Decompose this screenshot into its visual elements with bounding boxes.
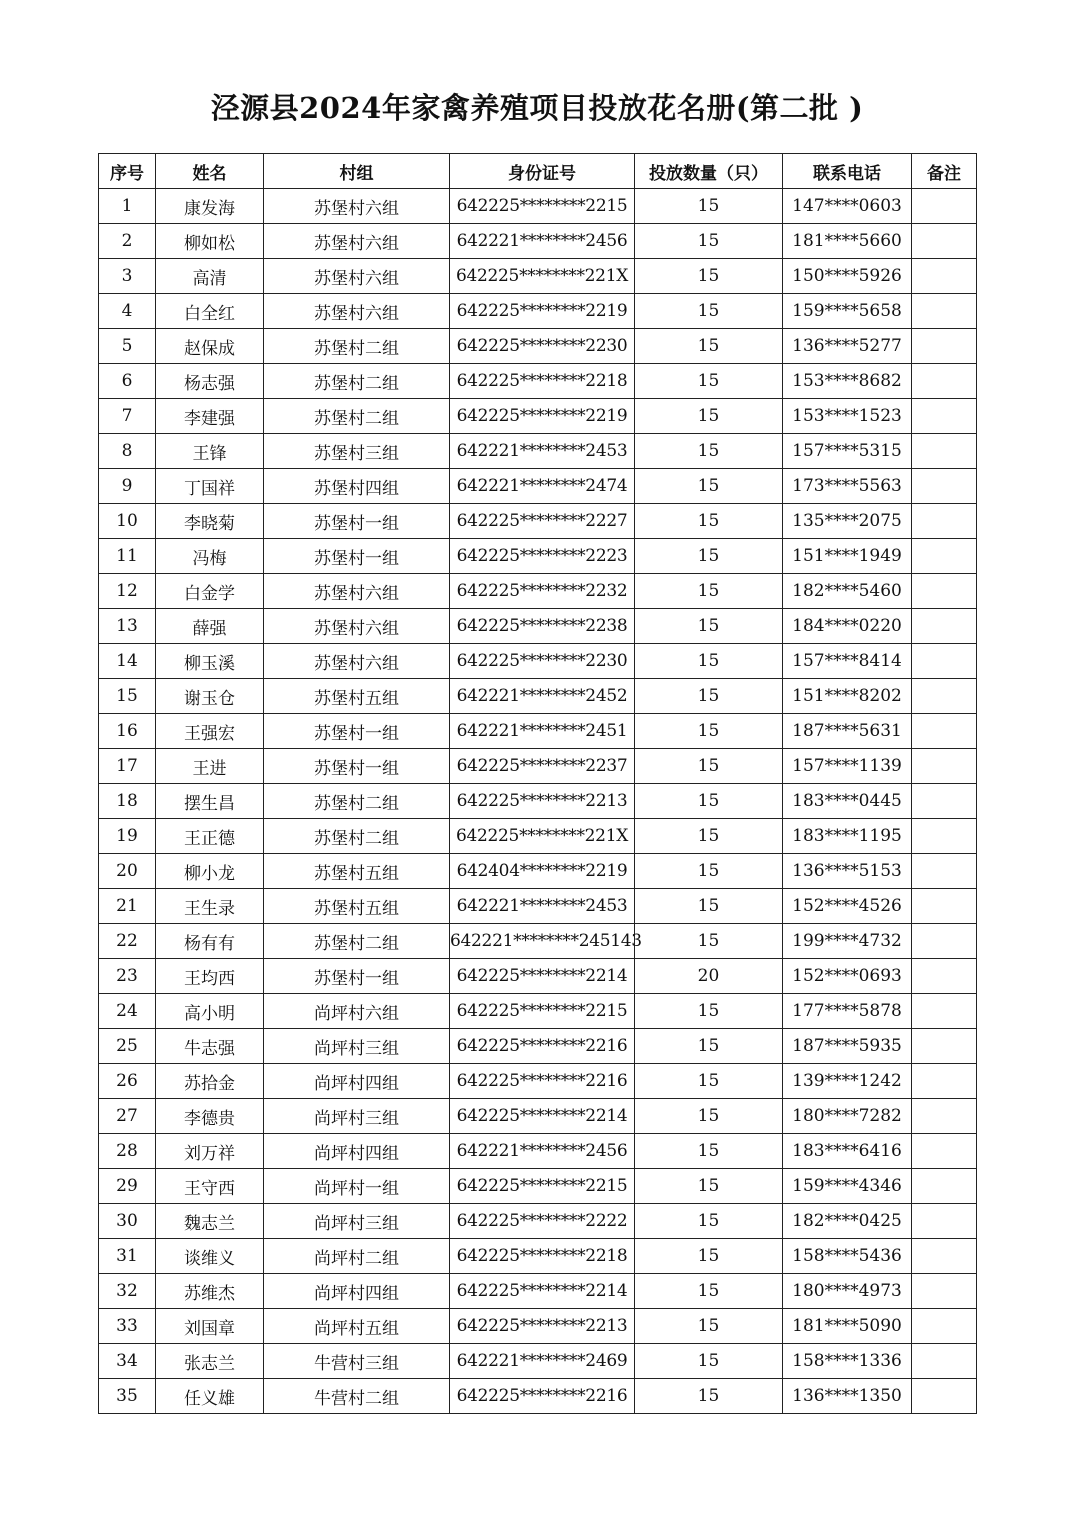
cell-serial: 9 — [99, 469, 156, 504]
table-row — [99, 784, 977, 819]
cell-id-number: 642225********2218 — [450, 1239, 635, 1274]
table-row — [99, 364, 977, 399]
cell-name: 王进 — [156, 749, 264, 784]
table-header-row — [99, 154, 977, 189]
cell-phone: 182****5460 — [783, 574, 912, 609]
cell-serial: 17 — [99, 749, 156, 784]
cell-phone: 158****5436 — [783, 1239, 912, 1274]
cell-phone: 135****2075 — [783, 504, 912, 539]
cell-serial: 35 — [99, 1379, 156, 1414]
table-row — [99, 399, 977, 434]
cell-quantity: 15 — [635, 1099, 783, 1134]
table-row — [99, 644, 977, 679]
cell-name: 王锋 — [156, 434, 264, 469]
cell-remarks — [912, 644, 977, 679]
cell-quantity: 15 — [635, 189, 783, 224]
table-row — [99, 189, 977, 224]
table-row — [99, 294, 977, 329]
cell-phone: 153****1523 — [783, 399, 912, 434]
cell-village-group: 苏堡村二组 — [264, 329, 450, 364]
table-row — [99, 1134, 977, 1169]
cell-id-number: 642225********2232 — [450, 574, 635, 609]
cell-serial: 24 — [99, 994, 156, 1029]
header-village-group: 村组 — [264, 154, 450, 189]
cell-id-number: 642225********2213 — [450, 784, 635, 819]
cell-id-number: 642221********2452 — [450, 679, 635, 714]
cell-village-group: 苏堡村三组 — [264, 434, 450, 469]
cell-serial: 33 — [99, 1309, 156, 1344]
cell-serial: 15 — [99, 679, 156, 714]
cell-remarks — [912, 1344, 977, 1379]
cell-id-number: 642225********221X — [450, 259, 635, 294]
cell-serial: 19 — [99, 819, 156, 854]
cell-quantity: 15 — [635, 1344, 783, 1379]
cell-serial: 30 — [99, 1204, 156, 1239]
cell-phone: 159****5658 — [783, 294, 912, 329]
cell-serial: 2 — [99, 224, 156, 259]
cell-phone: 183****1195 — [783, 819, 912, 854]
cell-id-number: 642225********2237 — [450, 749, 635, 784]
cell-remarks — [912, 924, 977, 959]
cell-village-group: 牛营村三组 — [264, 1344, 450, 1379]
cell-village-group: 苏堡村五组 — [264, 679, 450, 714]
cell-phone: 147****0603 — [783, 189, 912, 224]
header-id-number: 身份证号 — [450, 154, 635, 189]
cell-serial: 21 — [99, 889, 156, 924]
table-row — [99, 1029, 977, 1064]
cell-quantity: 15 — [635, 819, 783, 854]
cell-name: 谢玉仓 — [156, 679, 264, 714]
cell-phone: 187****5935 — [783, 1029, 912, 1064]
cell-name: 牛志强 — [156, 1029, 264, 1064]
cell-name: 王守西 — [156, 1169, 264, 1204]
cell-id-number: 642225********2216 — [450, 1064, 635, 1099]
cell-village-group: 尚坪村三组 — [264, 1099, 450, 1134]
cell-quantity: 20 — [635, 959, 783, 994]
cell-remarks — [912, 1029, 977, 1064]
cell-serial: 3 — [99, 259, 156, 294]
cell-name: 王正德 — [156, 819, 264, 854]
cell-village-group: 尚坪村四组 — [264, 1064, 450, 1099]
cell-village-group: 苏堡村六组 — [264, 609, 450, 644]
cell-village-group: 苏堡村六组 — [264, 259, 450, 294]
cell-remarks — [912, 784, 977, 819]
table-row — [99, 329, 977, 364]
cell-phone: 151****1949 — [783, 539, 912, 574]
cell-village-group: 苏堡村一组 — [264, 959, 450, 994]
header-quantity: 投放数量（只） — [635, 154, 783, 189]
cell-village-group: 苏堡村六组 — [264, 574, 450, 609]
cell-phone: 199****4732 — [783, 924, 912, 959]
header-phone: 联系电话 — [783, 154, 912, 189]
cell-remarks — [912, 434, 977, 469]
cell-village-group: 苏堡村一组 — [264, 539, 450, 574]
cell-quantity: 15 — [635, 1169, 783, 1204]
cell-village-group: 苏堡村一组 — [264, 749, 450, 784]
table-row — [99, 1064, 977, 1099]
header-serial: 序号 — [99, 154, 156, 189]
cell-phone: 173****5563 — [783, 469, 912, 504]
cell-phone: 181****5660 — [783, 224, 912, 259]
cell-name: 刘万祥 — [156, 1134, 264, 1169]
cell-id-number: 642225********2223 — [450, 539, 635, 574]
cell-serial: 16 — [99, 714, 156, 749]
cell-remarks — [912, 1099, 977, 1134]
cell-serial: 11 — [99, 539, 156, 574]
table-row — [99, 1204, 977, 1239]
table-row — [99, 714, 977, 749]
cell-id-number: 642221********245143 — [450, 924, 635, 959]
cell-quantity: 15 — [635, 994, 783, 1029]
cell-id-number: 642225********221X — [450, 819, 635, 854]
cell-remarks — [912, 259, 977, 294]
cell-village-group: 苏堡村五组 — [264, 854, 450, 889]
cell-remarks — [912, 854, 977, 889]
cell-remarks — [912, 189, 977, 224]
cell-quantity: 15 — [635, 1134, 783, 1169]
table-row — [99, 504, 977, 539]
cell-village-group: 苏堡村一组 — [264, 714, 450, 749]
cell-name: 魏志兰 — [156, 1204, 264, 1239]
cell-serial: 10 — [99, 504, 156, 539]
cell-serial: 22 — [99, 924, 156, 959]
table-row — [99, 609, 977, 644]
cell-remarks — [912, 819, 977, 854]
table-row — [99, 1169, 977, 1204]
cell-name: 刘国章 — [156, 1309, 264, 1344]
cell-serial: 1 — [99, 189, 156, 224]
cell-id-number: 642225********2218 — [450, 364, 635, 399]
table-row — [99, 574, 977, 609]
cell-name: 苏维杰 — [156, 1274, 264, 1309]
cell-remarks — [912, 749, 977, 784]
table-row — [99, 959, 977, 994]
table-row — [99, 1309, 977, 1344]
cell-quantity: 15 — [635, 539, 783, 574]
cell-quantity: 15 — [635, 469, 783, 504]
cell-id-number: 642225********2219 — [450, 399, 635, 434]
cell-serial: 28 — [99, 1134, 156, 1169]
cell-serial: 29 — [99, 1169, 156, 1204]
cell-name: 杨志强 — [156, 364, 264, 399]
cell-village-group: 苏堡村六组 — [264, 224, 450, 259]
cell-remarks — [912, 1379, 977, 1414]
table-row — [99, 1344, 977, 1379]
cell-name: 高小明 — [156, 994, 264, 1029]
cell-phone: 150****5926 — [783, 259, 912, 294]
table-row — [99, 1099, 977, 1134]
cell-phone: 183****6416 — [783, 1134, 912, 1169]
cell-village-group: 牛营村二组 — [264, 1379, 450, 1414]
cell-id-number: 642225********2227 — [450, 504, 635, 539]
cell-id-number: 642225********2230 — [450, 644, 635, 679]
cell-phone: 157****5315 — [783, 434, 912, 469]
cell-name: 王均西 — [156, 959, 264, 994]
cell-remarks — [912, 294, 977, 329]
roster-table — [98, 153, 977, 1414]
table-row — [99, 854, 977, 889]
cell-id-number: 642225********2216 — [450, 1379, 635, 1414]
cell-remarks — [912, 1309, 977, 1344]
cell-name: 柳小龙 — [156, 854, 264, 889]
cell-id-number: 642221********2474 — [450, 469, 635, 504]
cell-village-group: 苏堡村二组 — [264, 819, 450, 854]
cell-name: 杨有有 — [156, 924, 264, 959]
cell-phone: 152****4526 — [783, 889, 912, 924]
cell-remarks — [912, 1169, 977, 1204]
cell-id-number: 642221********2456 — [450, 224, 635, 259]
cell-quantity: 15 — [635, 1204, 783, 1239]
cell-quantity: 15 — [635, 399, 783, 434]
table-row — [99, 819, 977, 854]
cell-name: 谈维义 — [156, 1239, 264, 1274]
cell-remarks — [912, 224, 977, 259]
cell-phone: 180****7282 — [783, 1099, 912, 1134]
table-row — [99, 924, 977, 959]
cell-id-number: 642221********2453 — [450, 434, 635, 469]
cell-village-group: 尚坪村五组 — [264, 1309, 450, 1344]
cell-quantity: 15 — [635, 294, 783, 329]
cell-phone: 184****0220 — [783, 609, 912, 644]
cell-serial: 20 — [99, 854, 156, 889]
cell-quantity: 15 — [635, 609, 783, 644]
cell-serial: 27 — [99, 1099, 156, 1134]
cell-name: 苏拾金 — [156, 1064, 264, 1099]
cell-quantity: 15 — [635, 1309, 783, 1344]
cell-id-number: 642225********2238 — [450, 609, 635, 644]
cell-name: 任义雄 — [156, 1379, 264, 1414]
cell-phone: 151****8202 — [783, 679, 912, 714]
cell-id-number: 642225********2216 — [450, 1029, 635, 1064]
cell-village-group: 苏堡村六组 — [264, 294, 450, 329]
cell-quantity: 15 — [635, 574, 783, 609]
cell-village-group: 尚坪村二组 — [264, 1239, 450, 1274]
cell-phone: 177****5878 — [783, 994, 912, 1029]
cell-village-group: 尚坪村一组 — [264, 1169, 450, 1204]
cell-remarks — [912, 609, 977, 644]
cell-name: 柳如松 — [156, 224, 264, 259]
table-row — [99, 749, 977, 784]
document-title: 泾源县2024年家禽养殖项目投放花名册(第二批 ) — [210, 91, 864, 125]
cell-id-number: 642225********2215 — [450, 189, 635, 224]
cell-serial: 25 — [99, 1029, 156, 1064]
cell-phone: 187****5631 — [783, 714, 912, 749]
cell-village-group: 苏堡村六组 — [264, 644, 450, 679]
cell-phone: 181****5090 — [783, 1309, 912, 1344]
cell-serial: 18 — [99, 784, 156, 819]
cell-village-group: 苏堡村二组 — [264, 784, 450, 819]
cell-name: 白金学 — [156, 574, 264, 609]
cell-phone: 183****0445 — [783, 784, 912, 819]
table-row — [99, 1239, 977, 1274]
cell-remarks — [912, 1064, 977, 1099]
cell-phone: 136****5153 — [783, 854, 912, 889]
cell-id-number: 642225********2215 — [450, 1169, 635, 1204]
cell-remarks — [912, 679, 977, 714]
cell-serial: 34 — [99, 1344, 156, 1379]
cell-remarks — [912, 329, 977, 364]
cell-name: 柳玉溪 — [156, 644, 264, 679]
cell-name: 薛强 — [156, 609, 264, 644]
cell-id-number: 642225********2213 — [450, 1309, 635, 1344]
cell-id-number: 642221********2451 — [450, 714, 635, 749]
cell-village-group: 苏堡村四组 — [264, 469, 450, 504]
cell-village-group: 苏堡村二组 — [264, 364, 450, 399]
cell-quantity: 15 — [635, 224, 783, 259]
cell-name: 白全红 — [156, 294, 264, 329]
cell-quantity: 15 — [635, 259, 783, 294]
table-row — [99, 1379, 977, 1414]
cell-serial: 13 — [99, 609, 156, 644]
cell-village-group: 尚坪村四组 — [264, 1274, 450, 1309]
cell-serial: 5 — [99, 329, 156, 364]
header-name: 姓名 — [156, 154, 264, 189]
cell-quantity: 15 — [635, 504, 783, 539]
cell-quantity: 15 — [635, 1064, 783, 1099]
cell-phone: 157****8414 — [783, 644, 912, 679]
cell-remarks — [912, 959, 977, 994]
cell-phone: 157****1139 — [783, 749, 912, 784]
table-row — [99, 224, 977, 259]
cell-name: 康发海 — [156, 189, 264, 224]
cell-village-group: 苏堡村二组 — [264, 924, 450, 959]
cell-id-number: 642225********2214 — [450, 1274, 635, 1309]
cell-village-group: 尚坪村六组 — [264, 994, 450, 1029]
cell-remarks — [912, 1239, 977, 1274]
cell-phone: 136****1350 — [783, 1379, 912, 1414]
cell-phone: 180****4973 — [783, 1274, 912, 1309]
cell-name: 摆生昌 — [156, 784, 264, 819]
cell-name: 李建强 — [156, 399, 264, 434]
cell-phone: 139****1242 — [783, 1064, 912, 1099]
table-row — [99, 679, 977, 714]
cell-remarks — [912, 504, 977, 539]
cell-remarks — [912, 574, 977, 609]
cell-quantity: 15 — [635, 1029, 783, 1064]
cell-serial: 14 — [99, 644, 156, 679]
cell-serial: 8 — [99, 434, 156, 469]
cell-village-group: 苏堡村一组 — [264, 504, 450, 539]
cell-quantity: 15 — [635, 784, 783, 819]
cell-name: 王生录 — [156, 889, 264, 924]
cell-remarks — [912, 1274, 977, 1309]
cell-quantity: 15 — [635, 749, 783, 784]
cell-village-group: 尚坪村四组 — [264, 1134, 450, 1169]
table-body — [99, 189, 977, 1414]
cell-id-number: 642225********2215 — [450, 994, 635, 1029]
cell-remarks — [912, 399, 977, 434]
cell-remarks — [912, 539, 977, 574]
cell-remarks — [912, 469, 977, 504]
cell-phone: 153****8682 — [783, 364, 912, 399]
cell-quantity: 15 — [635, 364, 783, 399]
cell-remarks — [912, 714, 977, 749]
cell-remarks — [912, 1134, 977, 1169]
cell-quantity: 15 — [635, 924, 783, 959]
cell-id-number: 642225********2230 — [450, 329, 635, 364]
cell-name: 李德贵 — [156, 1099, 264, 1134]
cell-phone: 136****5277 — [783, 329, 912, 364]
cell-quantity: 15 — [635, 889, 783, 924]
table-row — [99, 469, 977, 504]
cell-serial: 23 — [99, 959, 156, 994]
cell-serial: 32 — [99, 1274, 156, 1309]
cell-id-number: 642225********2219 — [450, 294, 635, 329]
cell-village-group: 苏堡村六组 — [264, 189, 450, 224]
cell-remarks — [912, 994, 977, 1029]
cell-remarks — [912, 1204, 977, 1239]
cell-quantity: 15 — [635, 1379, 783, 1414]
cell-serial: 7 — [99, 399, 156, 434]
table-row — [99, 889, 977, 924]
table-row — [99, 259, 977, 294]
cell-quantity: 15 — [635, 1239, 783, 1274]
cell-name: 丁国祥 — [156, 469, 264, 504]
cell-phone: 152****0693 — [783, 959, 912, 994]
cell-village-group: 苏堡村二组 — [264, 399, 450, 434]
cell-quantity: 15 — [635, 644, 783, 679]
header-remarks: 备注 — [912, 154, 977, 189]
table-row — [99, 539, 977, 574]
cell-remarks — [912, 364, 977, 399]
cell-phone: 182****0425 — [783, 1204, 912, 1239]
cell-serial: 4 — [99, 294, 156, 329]
cell-village-group: 尚坪村三组 — [264, 1029, 450, 1064]
cell-id-number: 642221********2453 — [450, 889, 635, 924]
cell-name: 张志兰 — [156, 1344, 264, 1379]
cell-name: 王强宏 — [156, 714, 264, 749]
table-row — [99, 1274, 977, 1309]
cell-serial: 26 — [99, 1064, 156, 1099]
cell-phone: 158****1336 — [783, 1344, 912, 1379]
cell-id-number: 642221********2456 — [450, 1134, 635, 1169]
cell-name: 冯梅 — [156, 539, 264, 574]
cell-serial: 6 — [99, 364, 156, 399]
cell-quantity: 15 — [635, 854, 783, 889]
cell-quantity: 15 — [635, 714, 783, 749]
cell-quantity: 15 — [635, 329, 783, 364]
cell-name: 高清 — [156, 259, 264, 294]
cell-quantity: 15 — [635, 1274, 783, 1309]
table-row — [99, 434, 977, 469]
cell-id-number: 642221********2469 — [450, 1344, 635, 1379]
cell-id-number: 642225********2222 — [450, 1204, 635, 1239]
cell-name: 赵保成 — [156, 329, 264, 364]
cell-serial: 31 — [99, 1239, 156, 1274]
cell-id-number: 642404********2219 — [450, 854, 635, 889]
cell-quantity: 15 — [635, 679, 783, 714]
cell-village-group: 苏堡村五组 — [264, 889, 450, 924]
cell-serial: 12 — [99, 574, 156, 609]
cell-id-number: 642225********2214 — [450, 959, 635, 994]
cell-id-number: 642225********2214 — [450, 1099, 635, 1134]
cell-remarks — [912, 889, 977, 924]
cell-quantity: 15 — [635, 434, 783, 469]
table-row — [99, 994, 977, 1029]
cell-phone: 159****4346 — [783, 1169, 912, 1204]
cell-name: 李晓菊 — [156, 504, 264, 539]
cell-village-group: 尚坪村三组 — [264, 1204, 450, 1239]
